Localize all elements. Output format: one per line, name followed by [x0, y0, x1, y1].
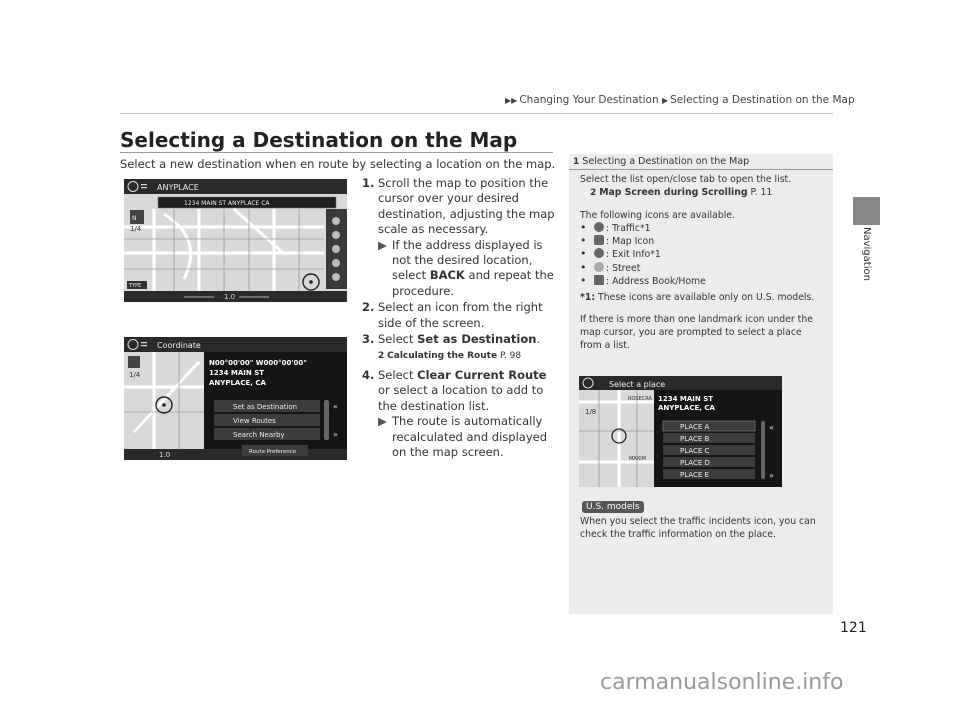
step-4: 4. Select Clear Current Route or select a location to add to the destination list. ▶ The route is automatically recalculated and displayed on the map screen. [362, 368, 557, 460]
note-paragraph-2: When you select the traffic incidents icon, you can check the traffic information on the place. [580, 516, 816, 541]
svg-text:Coordinate: Coordinate [157, 341, 201, 350]
svg-text:ANYPLACE, CA: ANYPLACE, CA [209, 379, 266, 387]
icon-list-item: • : Street [580, 262, 825, 275]
page-title: Selecting a Destination on the Map [120, 128, 518, 152]
page-number: 121 [840, 620, 867, 636]
street-icon [594, 262, 604, 272]
svg-text:1/8: 1/8 [585, 408, 597, 416]
map-icon [594, 235, 604, 245]
breadcrumb-arrow-icon: ▶ [661, 96, 669, 105]
map-graphic-1 [124, 179, 347, 302]
select-place-graphic [579, 376, 782, 487]
reference-icon: 2 [590, 188, 597, 199]
svg-text:N00°00'00" W000°00'00": N00°00'00" W000°00'00" [209, 359, 307, 367]
icon-list-item: • : Exit Info*1 [580, 248, 825, 261]
note-paragraph: If there is more than one landmark icon under the map cursor, you are prompted to select a place from a list. [580, 313, 813, 352]
icon-list-item: • : Map Icon [580, 235, 825, 248]
address-book-icon [594, 275, 604, 285]
svg-text:ROSECRA: ROSECRA [628, 396, 652, 402]
note-heading: 1 Selecting a Destination on the Map [573, 156, 750, 167]
svg-text:Search Nearby: Search Nearby [233, 431, 285, 439]
svg-text:1.0: 1.0 [224, 293, 236, 301]
step-1-note: ▶ If the address displayed is not the desired location, select BACK and repeat the procedure. [378, 237, 554, 298]
note-reference[interactable]: 2 Map Screen during Scrolling P. 11 [590, 187, 773, 199]
map-screenshot-1 [124, 179, 347, 302]
svg-text:PLACE C: PLACE C [680, 447, 710, 455]
svg-text:«: « [769, 423, 774, 432]
svg-text:PLACE E: PLACE E [680, 471, 709, 479]
note-line: Select the list open/close tab to open the list. [580, 174, 792, 185]
arrow-icon: ▶ [378, 237, 387, 252]
svg-text:ANYPLACE: ANYPLACE [157, 183, 199, 192]
traffic-icon [594, 222, 604, 232]
note-body [580, 173, 825, 353]
svg-text:Set as Destination: Set as Destination [233, 403, 298, 411]
reference-icon: 2 [378, 351, 385, 362]
arrow-icon: ▶ [378, 414, 387, 429]
map-graphic-2 [124, 337, 347, 460]
select-place-screenshot [579, 376, 782, 487]
note-icon: 1 [573, 157, 580, 167]
svg-text:1234 MAIN ST: 1234 MAIN ST [658, 395, 714, 403]
section-tab-marker [853, 197, 880, 225]
title-divider [120, 152, 553, 153]
step-3: 3. Select Set as Destination. 2 Calculating the Route P. 98 [362, 332, 557, 365]
step-1: 1. Scroll the map to position the cursor over your desired destination, adjusting the map scale as necessary. ▶ If the address displayed is not the desired location, select BACK and repeat the procedure. [362, 176, 557, 299]
svg-text:»: » [769, 471, 774, 480]
svg-text:Select a place: Select a place [609, 380, 666, 389]
svg-text:PLACE D: PLACE D [680, 459, 710, 467]
breadcrumb-arrow-icon: ▶▶ [505, 96, 518, 105]
intro-text: Select a new destination when en route by selecting a location on the map. [120, 157, 556, 171]
icon-list-item: • : Address Book/Home [580, 275, 825, 288]
steps-list [362, 176, 557, 461]
svg-text:TYPE: TYPE [129, 283, 142, 289]
svg-text:Route Preference: Route Preference [249, 449, 297, 455]
svg-text:1/4: 1/4 [129, 371, 141, 379]
svg-text:MAXIM: MAXIM [629, 456, 646, 462]
breadcrumb [505, 94, 855, 106]
breadcrumb-current: Selecting a Destination on the Map [670, 94, 855, 106]
icon-list-item: • : Traffic*1 [580, 222, 825, 235]
note-divider [569, 169, 833, 170]
note-line: The following icons are available. [580, 209, 735, 221]
svg-text:1.0: 1.0 [159, 451, 171, 459]
region-badge: U.S. models [582, 501, 644, 513]
step-3-reference[interactable]: 2 Calculating the Route P. 98 [378, 351, 522, 362]
breadcrumb-parent[interactable]: Changing Your Destination [519, 94, 659, 106]
svg-text:1234 MAIN ST: 1234 MAIN ST [209, 369, 265, 377]
footnote: *1: These icons are available only on U.S. models. [580, 292, 815, 304]
svg-text:1234 MAIN ST ANYPLACE CA: 1234 MAIN ST ANYPLACE CA [184, 200, 270, 207]
section-tab-label: Navigation [861, 227, 872, 281]
map-screenshot-2 [124, 337, 347, 460]
step-2: 2. Select an icon from the right side of the screen. [362, 300, 543, 330]
svg-text:»: » [333, 430, 338, 439]
exit-info-icon [594, 248, 604, 258]
header-divider [120, 113, 833, 114]
svg-text:N: N [132, 215, 137, 222]
step-4-note: ▶ The route is automatically recalculated and displayed on the map screen. [378, 414, 548, 459]
svg-text:PLACE B: PLACE B [680, 435, 710, 443]
svg-text:1/4: 1/4 [130, 225, 142, 233]
svg-text:View Routes: View Routes [233, 417, 276, 425]
svg-text:ANYPLACE, CA: ANYPLACE, CA [658, 404, 715, 412]
watermark: carmanualsonline.info [600, 670, 844, 695]
svg-text:«: « [333, 402, 338, 411]
svg-text:PLACE A: PLACE A [680, 423, 710, 431]
